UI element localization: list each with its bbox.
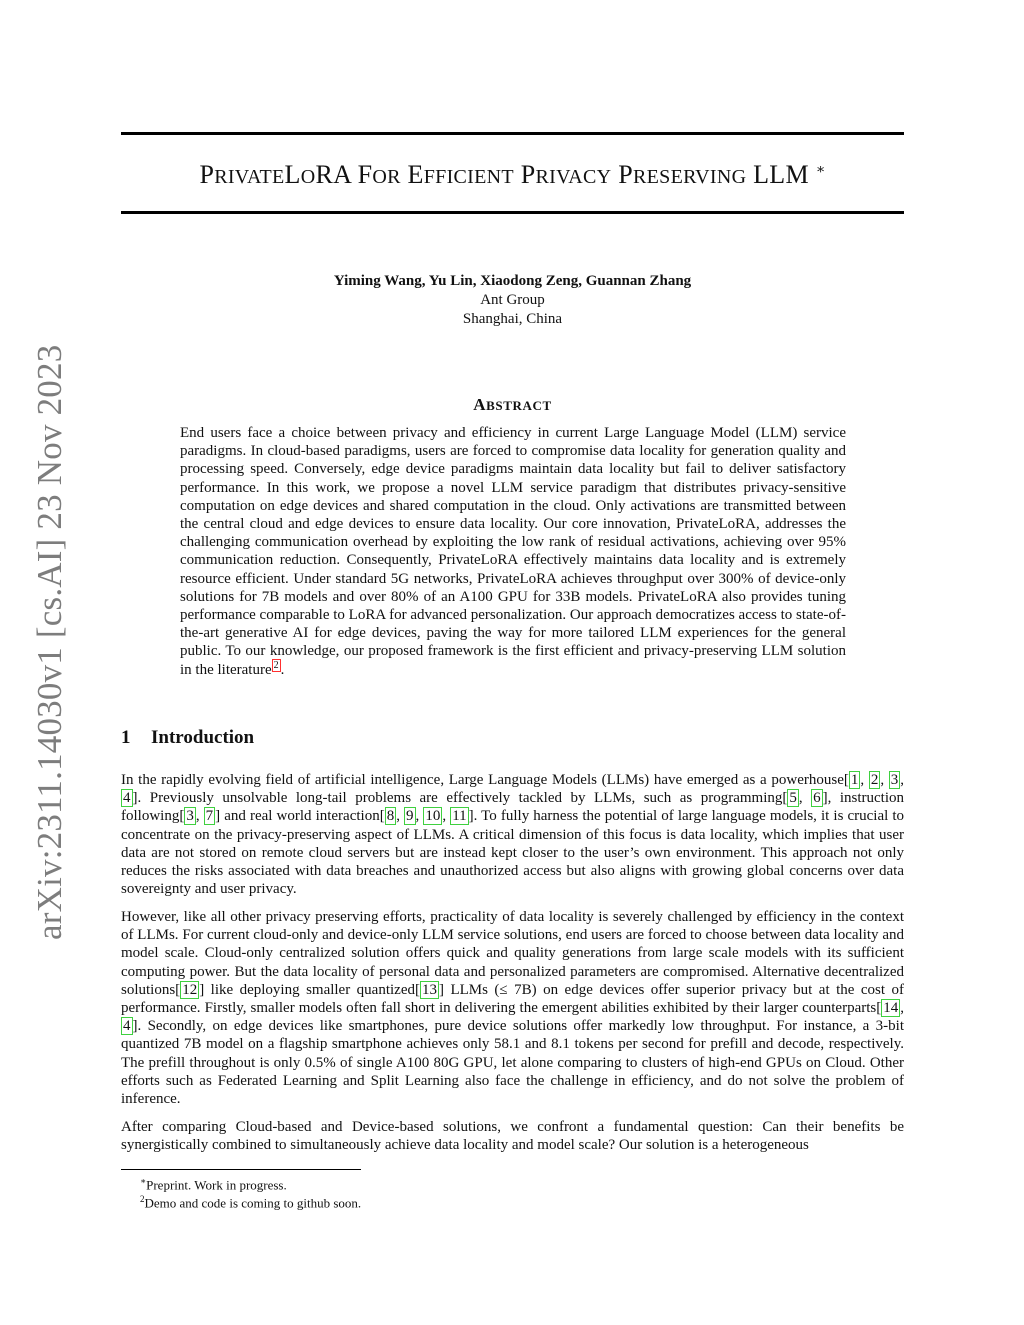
paragraph-text: ] like deploying smaller quantized[ <box>199 981 420 998</box>
footnote-link[interactable]: 2 <box>273 659 279 671</box>
section-title: Introduction <box>151 727 255 748</box>
paragraph-text: In the rapidly evolving field of artificial intelligence, Large Language Models (LLMs) have emerged as a powerhouse[ <box>121 772 849 788</box>
citation-link[interactable]: 2 <box>870 772 879 788</box>
title-text: F <box>357 160 373 189</box>
citation-link[interactable]: 11 <box>452 808 467 825</box>
paragraph-text: However, like all other privacy preserving efforts, practicality of data locality is severely challenged by efficiency in the context of LLMs. For current cloud-only and device-only LLM service solutions, end users are forced to choose between data locality and model scale. Cloud-only centralized solution offers quick and quality generations from large scale models with its sufficient computing power. But the data locality of personal data and personalized parameters are compromised. Alternative decentralized solutions[ <box>121 909 904 998</box>
paragraph-text: ]. Secondly, on edge devices like smartphones, pure device solutions offer markedly low throughput. For instance, a 3-bit quantized 7B model on a flagship smartphone achieves only 58.1 and 8.1 tokens per second for prefill and decode, respectively. The prefill throughout is only 0.5% of single A100 80G GPU, let alone comparing to clusters of high-end GPUs on Cloud. Other efforts such as Federated Learning and Split Learning also face the challenge in efficiency, and do not solve the problem of inference. <box>121 1018 904 1108</box>
author-block <box>121 272 904 329</box>
citation-link[interactable]: 4 <box>123 1018 131 1035</box>
abstract-heading-text: BSTRACT <box>486 398 552 413</box>
author-location: Shanghai, China <box>462 311 563 327</box>
footnote-text: Demo and code is coming to github soon. <box>144 1195 362 1211</box>
arxiv-identifier-sidebar: arXiv:2311.14030v1 [cs.AI] 23 Nov 2023 <box>30 344 69 940</box>
title-text: LLM <box>753 160 809 189</box>
abstract-heading <box>121 395 904 415</box>
citation-link[interactable]: 9 <box>406 808 414 825</box>
title-text: RIVACY <box>535 166 612 188</box>
title-text: L <box>284 160 301 189</box>
intro-paragraph-3: After comparing Cloud-based and Device-based solutions, we confront a fundamental question: Can their benefits be synergistically combined to simultaneously achieve data locality and model scale? Our solution is a heterogeneous <box>121 1119 904 1154</box>
paragraph-text: ]. To fully harness the potential of large language models, it is crucial to concentrate on the privacy-preserving aspect of LLMs. A critical dimension of this focus is data locality, which implies that user data are not stored on remote cloud servers but are instead kept closer to the user’s own environment. This approach not only reduces the risks associated with data breaches and unauthorized access but also aligns with growing global concerns over data sovereignty and user privacy. <box>121 808 905 898</box>
citation-link[interactable]: 12 <box>182 981 198 998</box>
footnote-mark: 2 <box>140 1194 145 1204</box>
intro-paragraph-2: However, like all other privacy preserving efforts, practicality of data locality is severely challenged by efficiency in the context of LLMs. For current cloud-only and device-only LLM service solutions, end users are forced to choose between data locality and model scale. Cloud-only centralized solution offers quick and quality generations from large scale models with its sufficient computing power. But the data locality of personal data and personalized parameters are compromised. Alternative decentralized solutions[ 12 ] like deploying smaller quantized[ 13 ] LLMs (≤ 7B) on edge devices offer superior privacy but at the cost of performance. Firstly, smaller models often fall short in delivering the emergent abilities exhibited by their larger counterparts[ 14 , 4 ]. Secondly, on edge devices like smartphones, pure device solutions offer markedly low throughput. For instance, a 3-bit quantized 7B model on a flagship smartphone achieves only 58.1 and 8.1 tokens per second for prefill and decode, respectively. The prefill throughout is only 0.5% of single A100 80G GPU, let alone comparing to clusters of high-end GPUs on Cloud. Other efforts such as Federated Learning and Split Learning also face the challenge in efficiency, and do not solve the problem of inference. <box>121 909 904 1108</box>
title-text: RESERVING <box>632 166 747 188</box>
footnote-rule <box>121 1169 361 1170</box>
title-text: P <box>618 160 633 189</box>
paragraph-text: ] LLMs (≤ 7B) on edge devices offer superior privacy but at the cost of performance. Firstly, smaller models often fall short in delivering the emergent abilities exhibited by their larger counterparts[ <box>121 981 904 1017</box>
author-names: Yiming Wang, Yu Lin, Xiaodong Zeng, Guannan Zhang <box>333 273 692 289</box>
footnote-text: Preprint. Work in progress. <box>146 1177 287 1193</box>
title-text: OR <box>372 166 401 188</box>
citation-link[interactable]: 3 <box>186 808 194 825</box>
title-text: P <box>520 160 536 189</box>
paragraph-text: ]. Previously unsolvable long-tail problems are effectively tackled by LLMs, such as programming[ <box>132 790 788 807</box>
title-text: FFICIENT <box>423 166 514 188</box>
section-heading-introduction <box>121 727 254 749</box>
abstract-text: End users face a choice between privacy and efficiency in current Large Language Model (LLM) service paradigms. In cloud-based paradigms, users are forced to compromise data locality for generation quality and processing speed. Conversely, edge device paradigms maintain data locality but fail to deliver satisfactory performance. In this work, we propose a novel LLM service paradigm that distributes privacy-sensitive computation on edge devices and shared computation in the cloud. Only activations are transmitted between the central cloud and edge devices to ensure data locality. Our core innovation, PrivateLoRA, addresses the challenging communication overhead by exploiting the low rank of residual activations, achieving over 95% communication reduction. Consequently, PrivateLoRA effectively maintains data locality and is extremely resource efficient. Under standard 5G networks, PrivateLoRA achieves throughput over 300% of device-only solutions for 7B models and over 80% of an A100 GPU for 33B models. PrivateLoRA also provides tuning performance comparable to LoRA for advanced personalization. Our approach democratizes access to state-of-the-art generative AI for edge devices, paving the way for more tailored LLM experiences for the general public. To our knowledge, our proposed framework is the first efficient and privacy-preserving LLM solution in the literature <box>180 425 846 678</box>
citation-link[interactable]: 6 <box>813 790 821 807</box>
abstract-heading-text: A <box>473 395 487 414</box>
footnote-mark: ∗ <box>140 1176 147 1186</box>
abstract-body <box>180 424 846 679</box>
abstract-text: . <box>280 661 285 678</box>
title-text: E <box>407 160 424 189</box>
citation-link[interactable]: 10 <box>425 808 441 825</box>
title-bottom-rule <box>121 211 904 214</box>
paper-title <box>121 160 904 190</box>
title-text: P <box>199 160 215 189</box>
title-footnote-mark[interactable]: ∗ <box>815 162 826 178</box>
section-number: 1 <box>121 727 131 748</box>
citation-link[interactable]: 1 <box>850 772 859 788</box>
intro-paragraph-1: In the rapidly evolving field of artificial intelligence, Large Language Models (LLMs) have emerged as a powerhouse[ 1 , 2 , 3 , 4 ]. Previously unsolvable long-tail problems are effectively tackled by LLMs, such as programming[ 5 , 6 ], instruction following[ 3 , 7 ] and real world interaction[ 8 , 9 , 10 , 11 ]. To fully harness the potential of large language models, it is crucial to concentrate on the privacy-preserving aspect of LLMs. A critical dimension of this focus is data locality, which implies that user data are not stored on remote cloud servers but are instead kept closer to the user’s own environment. This approach not only reduces the risks associated with data breaches and unauthorized access but also aligns with growing global concerns over data sovereignty and user privacy. <box>121 772 905 898</box>
citation-link[interactable]: 8 <box>386 808 395 825</box>
footnote-2 <box>140 1191 361 1211</box>
citation-link[interactable]: 5 <box>789 790 797 807</box>
title-top-rule <box>121 132 904 135</box>
citation-link[interactable]: 3 <box>890 772 899 788</box>
title-text: RIVATE <box>214 166 285 188</box>
title-text: O <box>300 166 316 188</box>
citation-link[interactable]: 14 <box>883 1000 899 1017</box>
citation-link[interactable]: 7 <box>205 808 214 825</box>
title-text: RA <box>315 160 351 189</box>
paragraph-text: ], instruction following[ <box>121 790 905 825</box>
paragraph-text: ] and real world interaction[ <box>215 808 385 825</box>
citation-link[interactable]: 4 <box>123 790 131 807</box>
citation-link[interactable]: 13 <box>421 981 437 998</box>
author-affiliation: Ant Group <box>480 292 545 308</box>
